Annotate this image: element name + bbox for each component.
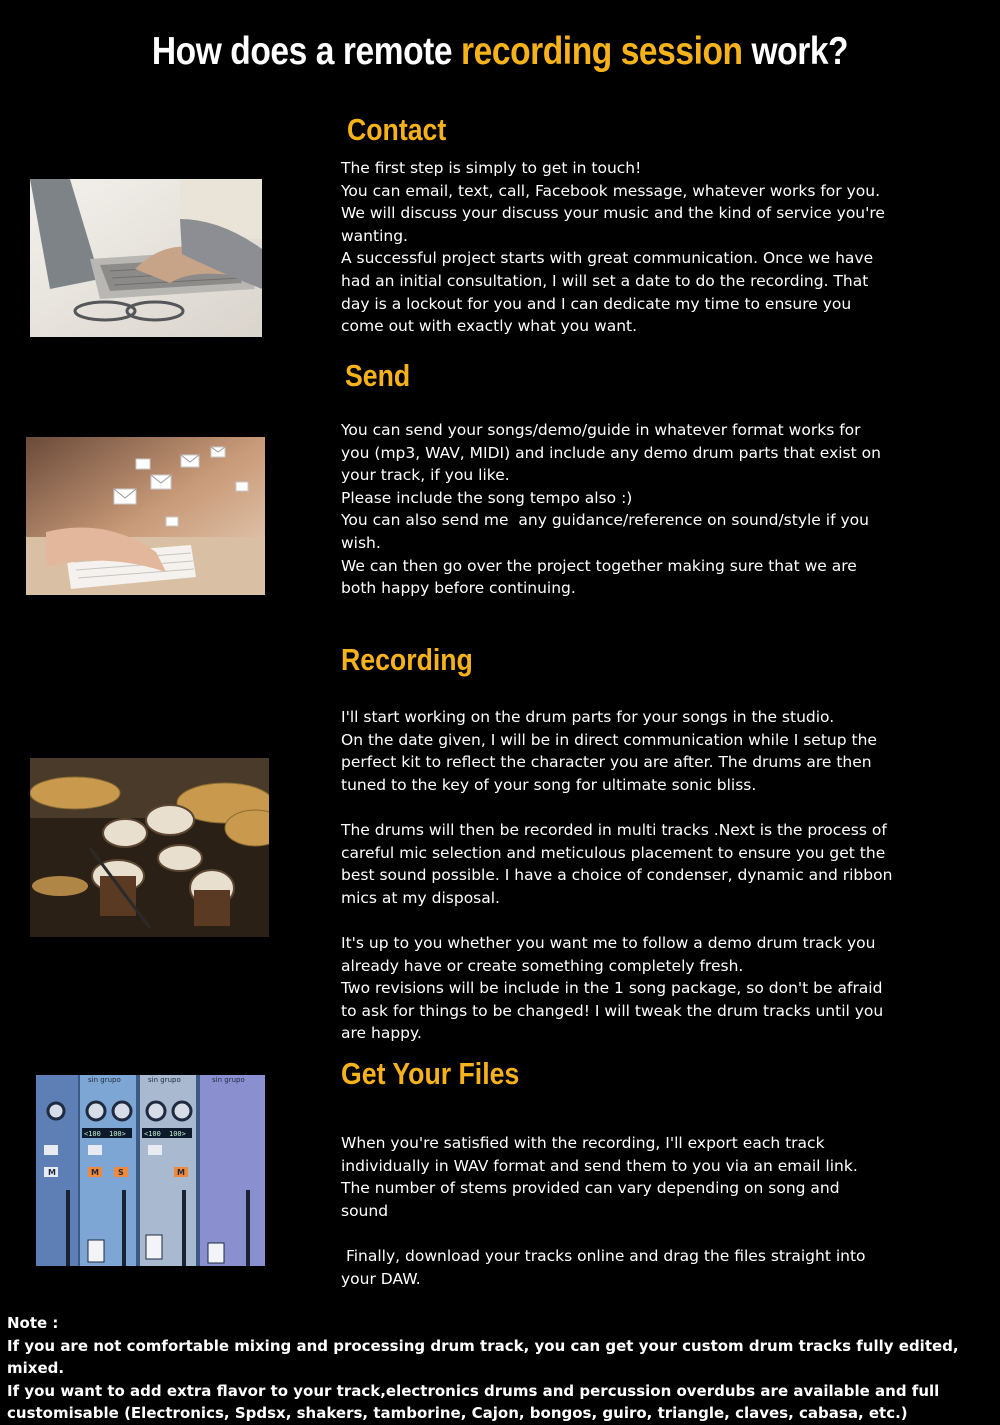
email-keyboard-photo [26,437,265,595]
recording-text: I'll start working on the drum parts for your songs in the studio. On the date given, I will be in direct communication while I setup the perfect kit to reflect the character you are after. The drums are then tuned to the key of your song for ultimate sonic bliss. The drums will then be recorded in multi tracks .Next is the process of careful mic selection and meticulous placement to ensure you get the best sound possible. I have a choice of condenser, dynamic and ribbon mics at my disposal. It's up to you whether you want me to follow a demo drum track you already have or create something completely fresh. Two revisions will be include in the 1 song package, so don't be afraid to ask for things to be changed! I will tweak the drum tracks until you are happy. [341,708,893,1043]
heading-send: Send [345,358,411,393]
laptop-typing-photo [30,179,262,337]
title-suffix: work? [742,30,849,73]
mute-label: M [177,1168,185,1177]
heading-recording: Recording [341,642,473,677]
pan-right-readout: 100> [169,1130,186,1138]
drum-kit-photo [30,758,269,937]
console-group-label: sin grupo [148,1076,181,1084]
pan-left-readout: <100 [144,1130,161,1138]
console-group-label: sin grupo [88,1076,121,1084]
mixing-console-photo [36,1075,265,1266]
pan-left-readout: <100 [84,1130,101,1138]
note-text: Note : If you are not comfortable mixing and processing drum track, you can get your custom drum tracks fully edited, mixed. If you want to add extra flavor to your track,electronics drums and percussion overdubs are available and full customisable (Electronics, Spdsx, shakers, tamborine, Cajon, bongos, guiro, triangle, claves, cabasa, etc.) [7,1314,959,1422]
heading-get-your-files: Get Your Files [341,1056,520,1091]
solo-label: S [118,1168,124,1177]
page-title [70,30,930,74]
get-your-files-text: When you're satisfied with the recording, I'll export each track individually in WAV format and send them to you via an email link. The number of stems provided can vary depending on song and sound Finally, download your tracks online and drag the files straight into your DAW. [341,1134,866,1288]
pan-right-readout: 100> [109,1130,126,1138]
title-highlight: recording session [461,30,743,73]
contact-text: The first step is simply to get in touch! You can email, text, call, Facebook message, whatever works for you. We will discuss your discuss your music and the kind of service you're wanting. A successful project starts with great communication. Once we have had an initial consultation, I will set a date to do the recording. That day is a lockout for you and I can dedicate my time to ensure you come out with exactly what you want. [341,159,885,336]
heading-contact: Contact [347,112,447,147]
mute-label: M [91,1168,99,1177]
title-prefix: How does a remote [151,30,462,73]
mute-label: M [48,1168,56,1177]
send-text: You can send your songs/demo/guide in whatever format works for you (mp3, WAV, MIDI) and include any demo drum parts that exist on your track, if you like. Please include the song tempo also :) You can also send me any guidance/reference on sound/style if you wish. We can then go over the project together making sure that we are both happy before continuing. [341,421,881,598]
console-group-label: sin grupo [212,1076,245,1084]
